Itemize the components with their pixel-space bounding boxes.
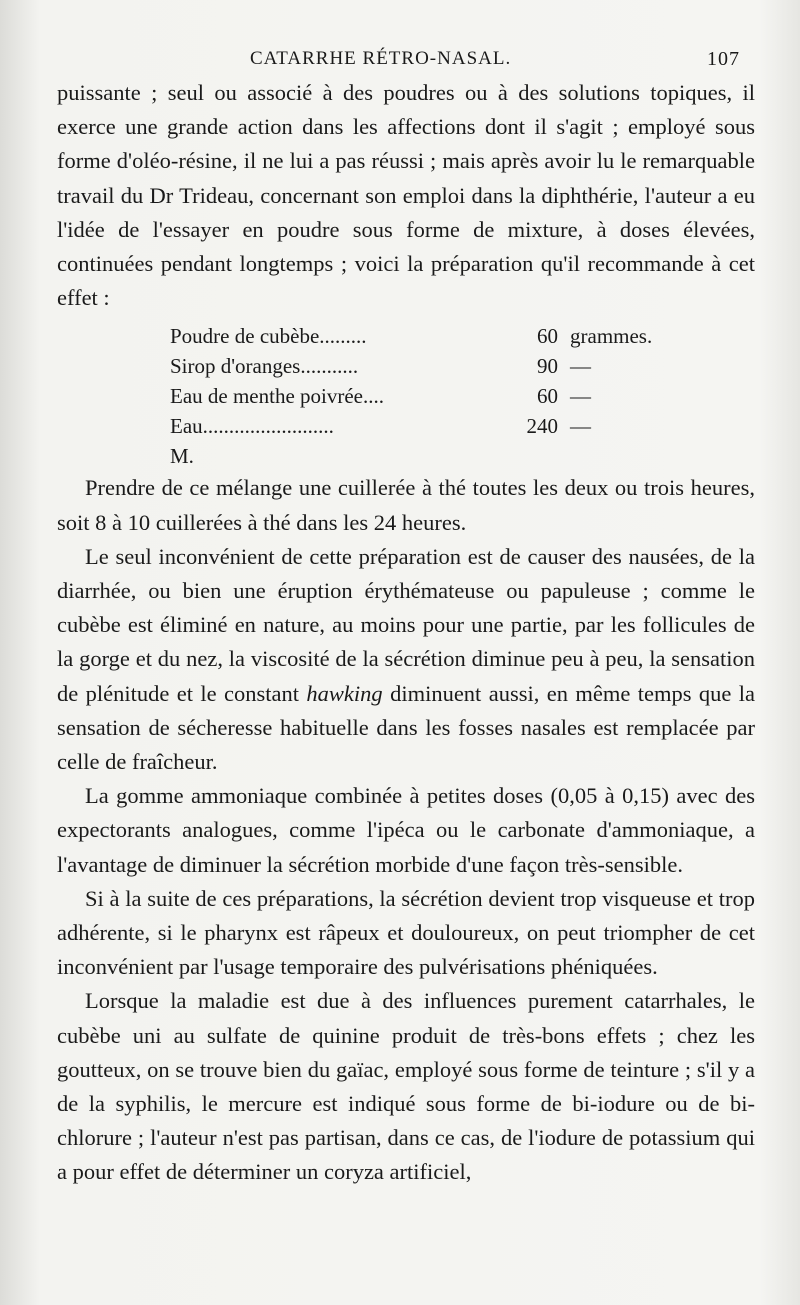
running-title: CATARRHE RÉTRO-NASAL. xyxy=(250,48,512,69)
recipe-unit: — xyxy=(570,354,591,379)
recipe-row xyxy=(57,381,755,411)
recipe-ingredient: Eau......................... xyxy=(170,414,334,439)
recipe-unit: grammes. xyxy=(570,324,653,349)
recipe-row xyxy=(57,351,755,381)
paragraph-6: Lorsque la maladie est due à des influences purement catarrhales, le cubèbe uni au sulfate de quinine produit de très-bons effets ; chez les goutteux, on se trouve bien du gaïac, employé sous forme de teinture ; s'il y a de la syphilis, le mercure est indiqué sous forme de bi-iodure ou de bi-chlorure ; l'auteur n'est pas partisan, dans ce cas, de l'iodure de potassium qui a pour effet de déterminer un coryza artificiel, xyxy=(57,988,755,1185)
page-number: 107 xyxy=(707,48,740,70)
recipe-mark-row xyxy=(57,441,755,471)
recipe-row xyxy=(57,321,755,351)
recipe-mark: M. xyxy=(170,444,194,469)
recipe-ingredient: Poudre de cubèbe......... xyxy=(170,324,367,349)
recipe-ingredient: Sirop d'oranges........... xyxy=(170,354,359,379)
italic-term: hawking xyxy=(306,680,383,706)
recipe-table xyxy=(57,321,755,471)
running-header xyxy=(60,40,740,76)
page-body xyxy=(57,76,755,1190)
paragraph-3 xyxy=(57,540,755,779)
recipe-ingredient: Eau de menthe poivrée.... xyxy=(170,384,384,409)
recipe-quantity: 60 xyxy=(537,324,558,349)
paragraph-2: Prendre de ce mélange une cuillerée à thé toutes les deux ou trois heures, soit 8 à 10 cuillerées à thé dans les 24 heures. xyxy=(57,475,755,535)
paragraph-3-text-end: diminuent aussi, en même temps que la sensation de sécheresse habituelle dans les fosses nasales est remplacée par celle de fraîcheur. xyxy=(57,680,755,775)
recipe-quantity: 60 xyxy=(537,384,558,409)
paragraph-3-text: Le seul inconvénient de cette préparation est de causer des nausées, de la diarrhée, ou bien une éruption érythémateuse ou papuleuse ; comme le cubèbe est éliminé en nature, au moins pour une partie, par les follicules de la gorge et du nez, la viscosité de la sécrétion diminue peu à peu, la sensation de plénitude et le constant xyxy=(57,543,755,706)
recipe-quantity: 90 xyxy=(537,354,558,379)
recipe-row xyxy=(57,411,755,441)
paragraph-1: puissante ; seul ou associé à des poudres ou à des solutions topiques, il exerce une grande action dans les affections dont il s'agit ; employé sous forme d'oléo-résine, il ne lui a pas réussi ; mais après avoir lu le remarquable travail du Dr Trideau, concernant son emploi dans la diphthérie, l'auteur a eu l'idée de l'essayer en poudre sous forme de mixture, à doses élevées, continuées pendant longtemps ; voici la préparation qu'il recommande à cet effet : xyxy=(57,80,755,311)
paragraph-4: La gomme ammoniaque combinée à petites doses (0,05 à 0,15) avec des expectorants analogues, comme l'ipéca ou le carbonate d'ammoniaque, a l'avantage de diminuer la sécrétion morbide d'une façon très-sensible. xyxy=(57,783,755,877)
recipe-unit: — xyxy=(570,384,591,409)
recipe-unit: — xyxy=(570,414,591,439)
recipe-quantity: 240 xyxy=(526,414,558,439)
paragraph-5: Si à la suite de ces préparations, la sécrétion devient trop visqueuse et trop adhérente, si le pharynx est râpeux et douloureux, on peut triompher de cet inconvénient par l'usage temporaire des pulvérisations phéniquées. xyxy=(57,885,755,980)
